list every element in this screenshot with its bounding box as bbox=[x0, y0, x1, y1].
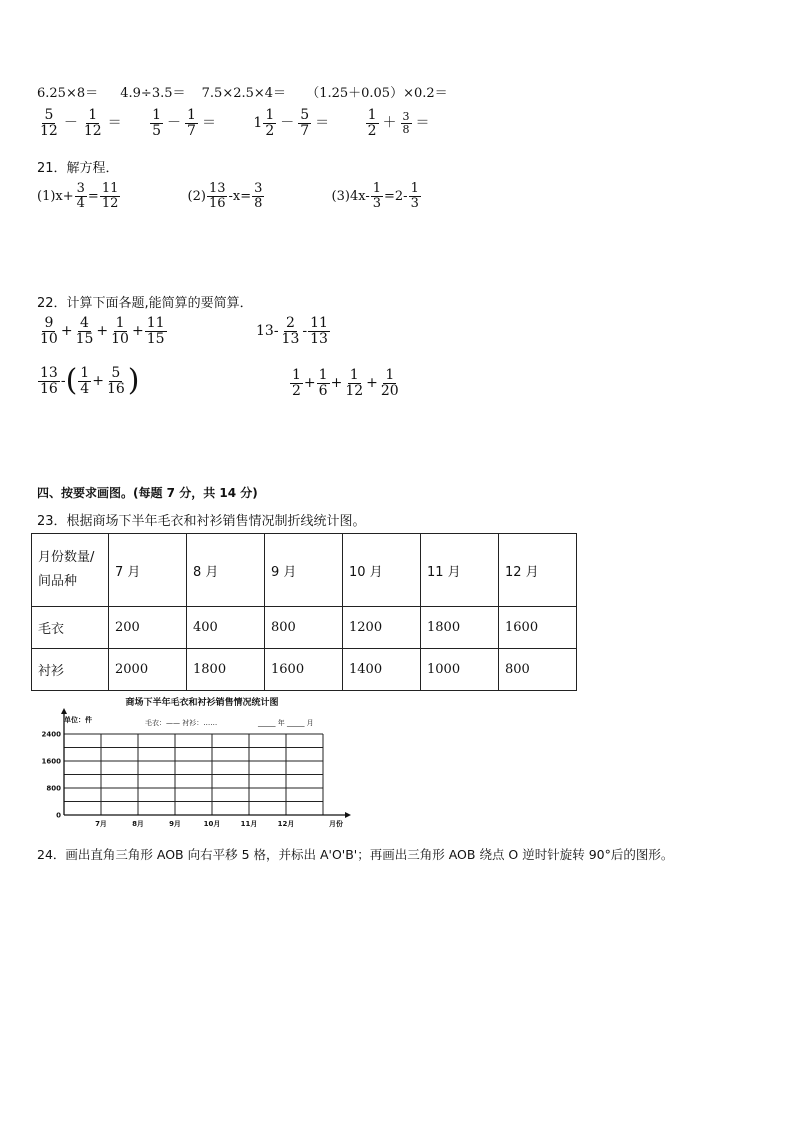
table-month-header: 9 月 bbox=[265, 534, 343, 607]
q22-expr-3: $\frac{13}{16}$ -( $\frac{1}{4}$ + $\frac{5}{16}$ ) bbox=[40, 363, 140, 399]
table-month-header: 10 月 bbox=[343, 534, 421, 607]
q21-equations bbox=[37, 182, 422, 210]
table-row bbox=[32, 607, 577, 649]
q24-title: 24．画出直角三角形 AOB 向右平移 5 格，并标出 A'O'B'；再画出三角形 AOB 绕点 O 逆时针旋转 90°后的图形。 bbox=[37, 847, 674, 862]
table-month-header: 12 月 bbox=[499, 534, 577, 607]
x-tick-label: 8月 bbox=[132, 820, 144, 828]
fraction-expression: $\frac{1}{2}$ ＋ $\frac{3}{8}$ ＝ bbox=[367, 107, 430, 139]
equation-3: (3)4x- $\frac{1}{3}$ =2- $\frac{1}{3}$ bbox=[331, 181, 419, 211]
y-tick-label: 800 bbox=[46, 784, 61, 793]
table-cell: 400 bbox=[187, 607, 265, 649]
table-cell: 1400 bbox=[343, 649, 421, 691]
table-cell: 1600 bbox=[499, 607, 577, 649]
table-header-corner: 月份数量/ 间品种 bbox=[32, 534, 109, 607]
y-axis-arrow bbox=[61, 708, 67, 714]
chart-legend: 毛衣：—— 衬衫：…… bbox=[145, 719, 218, 727]
fraction-expression: $\frac{1}{5}$ － $\frac{1}{7}$ ＝ bbox=[152, 107, 216, 139]
calc-item: 6.25×8＝ bbox=[37, 86, 99, 101]
equation-2: (2) $\frac{13}{16}$ -x= $\frac{3}{8}$ bbox=[187, 181, 263, 211]
y-tick-label: 1600 bbox=[41, 757, 61, 766]
x-tick-label: 11月 bbox=[240, 820, 258, 828]
q22-expr-2: 13- $\frac{2}{13}$ - $\frac{11}{13}$ bbox=[256, 315, 328, 347]
x-tick-label: 12月 bbox=[277, 820, 295, 828]
y-tick-label: 0 bbox=[56, 811, 61, 820]
x-axis-arrow bbox=[345, 812, 351, 818]
equation-1: (1)x+ $\frac{3}{4}$ = $\frac{11}{12}$ bbox=[37, 181, 119, 211]
table-cell: 2000 bbox=[109, 649, 187, 691]
x-tick-label: 7月 bbox=[95, 820, 107, 828]
oral-calc-row1 bbox=[37, 82, 448, 101]
table-row bbox=[32, 649, 577, 691]
table-cell: 800 bbox=[499, 649, 577, 691]
q21-title: 21．解方程． bbox=[37, 161, 119, 176]
table-cell: 1800 bbox=[421, 607, 499, 649]
calc-item: （1.25＋0.05）×0.2＝ bbox=[306, 86, 448, 101]
sales-table bbox=[31, 533, 577, 691]
q22-expr-1: $\frac{9}{10}$ + $\frac{4}{15}$ + $\frac{1}{10}$ + $\frac{11}{15}$ bbox=[40, 315, 165, 347]
table-month-header: 11 月 bbox=[421, 534, 499, 607]
x-tick-label: 9月 bbox=[169, 820, 181, 828]
table-cell: 1800 bbox=[187, 649, 265, 691]
q23-title: 23．根据商场下半年毛衣和衬衫销售情况制折线统计图。 bbox=[37, 514, 366, 529]
calc-item: 7.5×2.5×4＝ bbox=[201, 86, 287, 101]
y-tick-label: 2400 bbox=[41, 730, 61, 739]
x-axis-label: 月份 bbox=[329, 820, 343, 828]
line-chart-grid bbox=[30, 694, 370, 834]
calc-item: 4.9÷3.5＝ bbox=[120, 86, 186, 101]
table-cell: 800 bbox=[265, 607, 343, 649]
table-month-header: 7 月 bbox=[109, 534, 187, 607]
fraction-expression: 1 $\frac{1}{2}$ － $\frac{5}{7}$ ＝ bbox=[253, 107, 330, 139]
q22-expr-4: $\frac{1}{2}$ + $\frac{1}{6}$ + $\frac{1}{12}$ + $\frac{1}{20}$ bbox=[292, 367, 399, 399]
q22-title: 22．计算下面各题,能简算的要简算． bbox=[37, 296, 253, 311]
section-4-heading: 四、按要求画图。(每题 7 分，共 14 分) bbox=[37, 486, 258, 500]
table-cell: 1200 bbox=[343, 607, 421, 649]
chart-date-field: _____ 年 _____ 月 bbox=[258, 719, 314, 727]
row-label: 衬衫 bbox=[32, 649, 109, 691]
oral-calc-row2 bbox=[37, 108, 433, 138]
fraction-expression: $\frac{5}{12}$ － $\frac{1}{12}$ ＝ bbox=[40, 107, 122, 139]
table-cell: 200 bbox=[109, 607, 187, 649]
chart-title: 商场下半年毛衣和衬衫销售情况统计图 bbox=[125, 698, 279, 708]
table-cell: 1600 bbox=[265, 649, 343, 691]
chart-unit-label: 单位：件 bbox=[64, 716, 92, 724]
x-tick-label: 10月 bbox=[203, 820, 221, 828]
table-cell: 1000 bbox=[421, 649, 499, 691]
table-month-header: 8 月 bbox=[187, 534, 265, 607]
row-label: 毛衣 bbox=[32, 607, 109, 649]
